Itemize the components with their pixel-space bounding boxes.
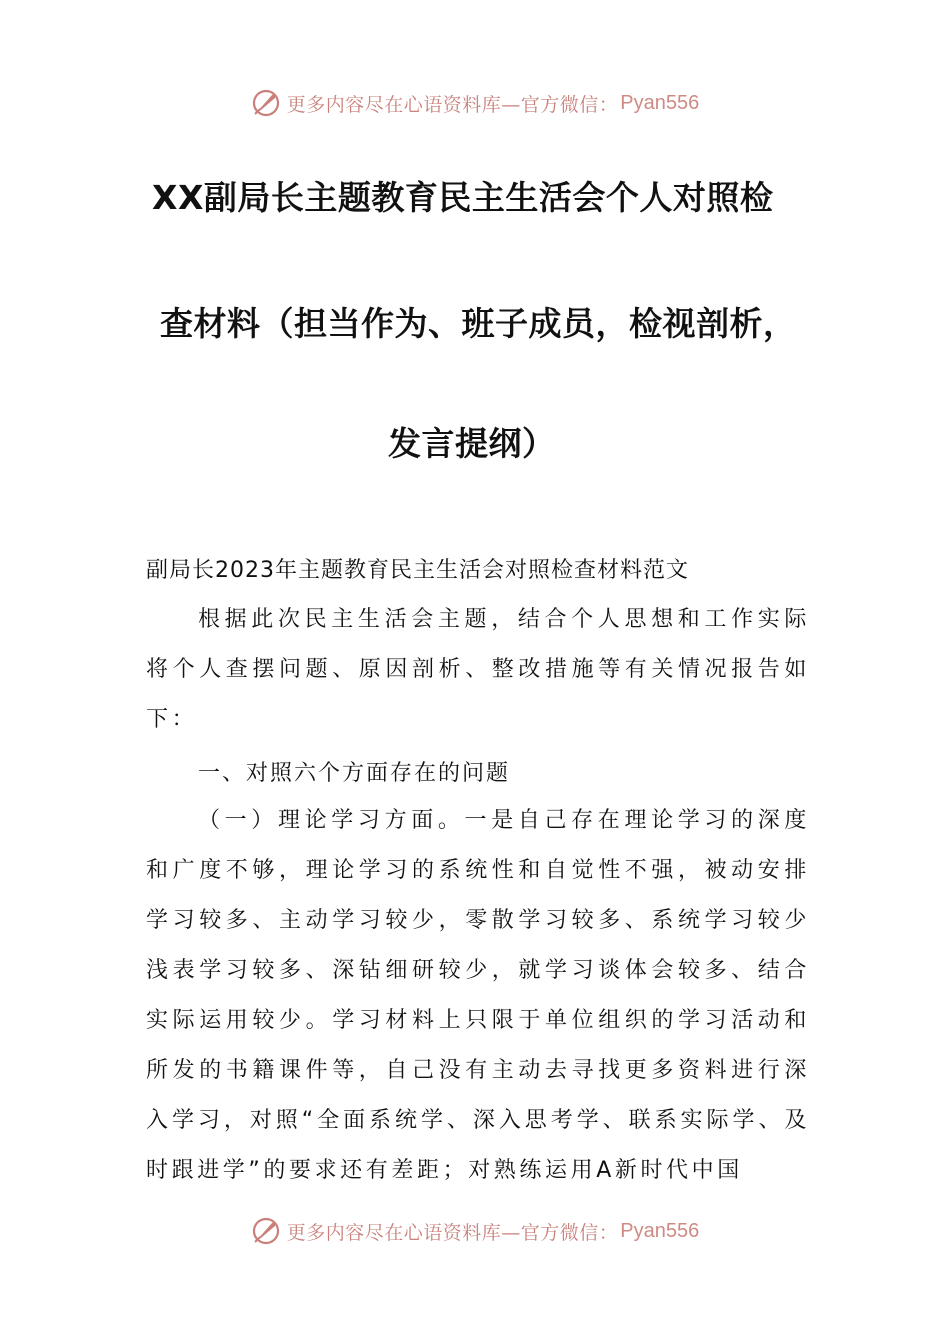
document-title-line-1: XX副局长主题教育民主生活会个人对照检	[152, 178, 774, 217]
theory-study-paragraph: （一）理论学习方面。一是自己存在理论学习的深度和广度不够，理论学习的系统性和自觉性不强，被动安排学习较多、主动学习较少，零散学习较多、系统学习较少浅表学习较多、深钻细研较少，就学习谈体会较多、结合实际运用较少。学习材料上只限于单位组织的学习活动和所发的书籍课件等，自己没有主动去寻找更多资料进行深入学习，对照“全面系统学、深入思考学、联系实际学、及时跟进学”的要求还有差距；对熟练运用A新时代中国	[146, 808, 810, 1183]
watermark-text: 更多内容尽在心语资料库—官方微信：	[286, 93, 619, 116]
document-title-line-2: 查材料（担当作为、班子成员，检视剖析，	[160, 304, 797, 343]
feather-pen-logo-icon	[251, 88, 281, 118]
intro-paragraph: 根据此次民主生活会主题，结合个人思想和工作实际将个人查摆问题、原因剖析、整改措施等有关情况报告如下：	[146, 607, 810, 732]
document-subtitle: 副局长2023年主题教育民主生活会对照检查材料范文	[146, 558, 689, 583]
document-title-line-3: 发言提纲）	[388, 424, 556, 463]
watermark-header	[0, 86, 950, 120]
watermark-wechat-id: Pyan556	[620, 91, 700, 114]
watermark-footer	[0, 1214, 950, 1248]
section-heading: 一、对照六个方面存在的问题	[198, 761, 511, 786]
watermark-wechat-id: Pyan556	[620, 1219, 700, 1242]
feather-pen-logo-icon	[251, 1216, 281, 1246]
watermark-text: 更多内容尽在心语资料库—官方微信：	[286, 1221, 619, 1244]
